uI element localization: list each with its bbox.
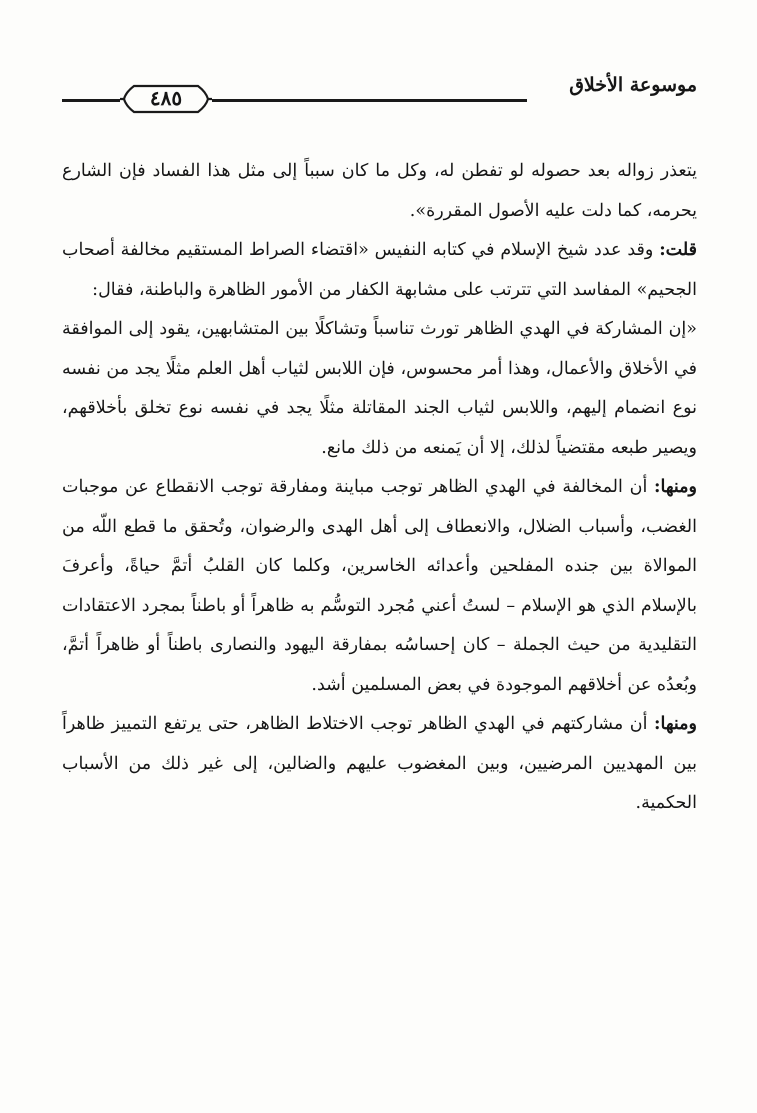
paragraph <box>62 152 697 231</box>
book-title: موسوعة الأخلاق <box>569 74 697 96</box>
body-text <box>62 152 697 824</box>
paragraph-text: أن مشاركتهم في الهدي الظاهر توجب الاختلاط الظاهر، حتى يرتفع التمييز ظاهراً بين المهديين المرضيين، وبين المغضوب عليهم والضالين، إلى غير ذلك من الأسباب الحكمية. <box>62 714 697 813</box>
paragraph-lead: ومنها: <box>654 714 697 734</box>
page-number: ٤٨٥ <box>149 86 183 110</box>
paragraph <box>62 310 697 468</box>
paragraph-text: أن المخالفة في الهدي الظاهر توجب مباينة ومفارقة توجب الانقطاع عن موجبات الغضب، وأسباب الضلال، والانعطاف إلى أهل الهدى والرضوان، وتُحقق ما قطع اللّه من الموالاة بين جنده المفلحين وأعدائه الخاسرين، وكلما كان القلبُ أتمَّ حياةً، وأعرفَ بالإسلام الذي هو الإسلام – لستُ أعني مُجرد التوسُّم به ظاهراً أو باطناً بمجرد الاعتقادات التقليدية من حيث الجملة – كان إحساسُه بمفارقة اليهود والنصارى باطناً أو ظاهراً أتمَّ، وبُعدُه عن أخلاقهم الموجودة في بعض المسلمين أشد. <box>62 477 697 695</box>
paragraph-text: يتعذر زواله بعد حصوله لو تفطن له، وكل ما كان سبباً إلى مثل هذا الفساد فإن الشارع يحرمه، كما دلت عليه الأصول المقررة». <box>62 161 697 221</box>
page-number-frame <box>120 80 212 118</box>
paragraph <box>62 468 697 705</box>
paragraph-text: «إن المشاركة في الهدي الظاهر تورث تناسباً وتشاكلًا بين المتشابهين، يقود إلى الموافقة في الأخلاق والأعمال، وهذا أمر محسوس، فإن اللابس لثياب أهل العلم مثلًا يجد من نفسه نوع انضمام إليهم، واللابس لثياب الجند المقاتلة مثلًا يجد في نفسه نوع تخلق بأخلاقهم، ويصير طبعه مقتضياً لذلك، إلا أن يَمنعه من ذلك مانع. <box>62 319 697 458</box>
page-header <box>62 70 697 110</box>
paragraph <box>62 705 697 824</box>
paragraph-text: وقد عدد شيخ الإسلام في كتابه النفيس «اقتضاء الصراط المستقيم مخالفة أصحاب الجحيم» المفاسد التي تترتب على مشابهة الكفار من الأمور الظاهرة والباطنة، فقال: <box>62 240 697 300</box>
header-rule-left <box>62 99 120 102</box>
paragraph-lead: ومنها: <box>654 477 697 497</box>
paragraph <box>62 231 697 310</box>
paragraph-lead: قلت: <box>659 240 697 260</box>
header-rule-right <box>212 99 527 102</box>
